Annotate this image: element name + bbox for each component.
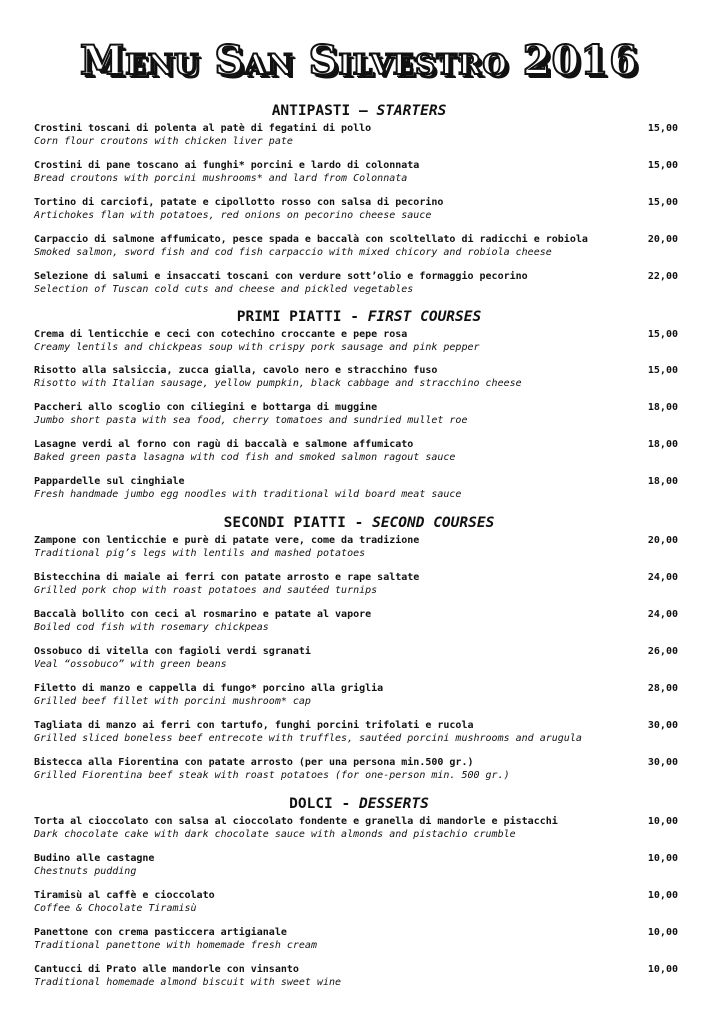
menu-item bbox=[34, 328, 684, 358]
item-name: Crema di lenticchie e ceci con cotechino croccante e pepe rosa bbox=[34, 329, 408, 340]
item-price: 10,00 bbox=[647, 853, 678, 864]
item-name: Cantucci di Prato alle mandorle con vinsanto bbox=[34, 964, 299, 975]
item-price: 20,00 bbox=[647, 234, 678, 245]
menu-item bbox=[34, 852, 684, 882]
item-description: Smoked salmon, sword fish and cod fish carpaccio with mixed chicory and robiola cheese bbox=[34, 247, 552, 258]
section-separator: – bbox=[359, 103, 368, 119]
item-name: Pappardelle sul cinghiale bbox=[34, 476, 185, 487]
item-price: 15,00 bbox=[647, 123, 678, 134]
menu-item bbox=[34, 438, 684, 468]
item-name: Baccalà bollito con ceci al rosmarino e patate al vapore bbox=[34, 609, 372, 620]
item-price: 18,00 bbox=[647, 476, 678, 487]
item-description: Coffee & Chocolate Tiramisù bbox=[34, 903, 197, 914]
item-price: 18,00 bbox=[647, 402, 678, 413]
item-description: Dark chocolate cake with dark chocolate sauce with almonds and pistachio crumble bbox=[34, 829, 516, 840]
menu-item bbox=[34, 364, 684, 394]
item-name: Tortino di carciofi, patate e cipollotto rosso con salsa di pecorino bbox=[34, 197, 444, 208]
item-description: Corn flour croutons with chicken liver pate bbox=[34, 136, 293, 147]
item-description: Grilled Fiorentina beef steak with roast potatoes (for one-person min. 500 gr.) bbox=[34, 770, 510, 781]
item-name: Crostini di pane toscano ai funghi* porcini e lardo di colonnata bbox=[34, 160, 420, 171]
section-title-it: DOLCI bbox=[289, 796, 333, 812]
menu-item bbox=[34, 270, 684, 300]
item-price: 26,00 bbox=[647, 646, 678, 657]
item-name: Selezione di salumi e insaccati toscani con verdure sott’olio e formaggio pecorino bbox=[34, 271, 528, 282]
item-description: Grilled sliced boneless beef entrecote with truffles, sautéed porcini mushrooms and arugula bbox=[34, 733, 582, 744]
item-name: Panettone con crema pasticcera artigianale bbox=[34, 927, 287, 938]
section-heading-second-courses bbox=[34, 514, 684, 532]
section-heading-desserts bbox=[34, 795, 684, 813]
item-price: 18,00 bbox=[647, 439, 678, 450]
section-separator: - bbox=[341, 796, 351, 812]
menu-item bbox=[34, 534, 684, 564]
menu-item bbox=[34, 196, 684, 226]
menu-item bbox=[34, 719, 684, 749]
item-price: 10,00 bbox=[647, 890, 678, 901]
menu-item bbox=[34, 645, 684, 675]
section-title-it: ANTIPASTI bbox=[271, 103, 351, 119]
item-name: Bistecca alla Fiorentina con patate arrosto (per una persona min.500 gr.) bbox=[34, 757, 474, 768]
menu-item bbox=[34, 682, 684, 712]
menu-item bbox=[34, 571, 684, 601]
item-name: Bistecchina di maiale ai ferri con patate arrosto e rape saltate bbox=[34, 572, 420, 583]
menu-item bbox=[34, 889, 684, 919]
item-description: Grilled beef fillet with porcini mushroom* cap bbox=[34, 696, 311, 707]
item-price: 10,00 bbox=[647, 964, 678, 975]
item-price: 30,00 bbox=[647, 757, 678, 768]
item-price: 30,00 bbox=[647, 720, 678, 731]
item-description: Bread croutons with porcini mushrooms* and lard from Colonnata bbox=[34, 173, 408, 184]
section-title-it: SECONDI PIATTI bbox=[223, 515, 346, 531]
item-description: Traditional panettone with homemade fresh cream bbox=[34, 940, 317, 951]
item-description: Traditional homemade almond biscuit with sweet wine bbox=[34, 977, 342, 988]
item-name: Crostini toscani di polenta al patè di fegatini di pollo bbox=[34, 123, 372, 134]
item-price: 15,00 bbox=[647, 160, 678, 171]
menu-item bbox=[34, 401, 684, 431]
item-description: Selection of Tuscan cold cuts and cheese and pickled vegetables bbox=[34, 284, 414, 295]
item-description: Boiled cod fish with rosemary chickpeas bbox=[34, 622, 269, 633]
item-price: 22,00 bbox=[647, 271, 678, 282]
item-description: Veal “ossobuco” with green beans bbox=[34, 659, 227, 670]
item-description: Creamy lentils and chickpeas soup with crispy pork sausage and pink pepper bbox=[34, 342, 480, 353]
menu-item bbox=[34, 233, 684, 263]
menu-item bbox=[34, 815, 684, 845]
item-price: 15,00 bbox=[647, 329, 678, 340]
item-name: Tagliata di manzo ai ferri con tartufo, funghi porcini trifolati e rucola bbox=[34, 720, 474, 731]
item-price: 24,00 bbox=[647, 572, 678, 583]
menu-item bbox=[34, 926, 684, 956]
item-name: Ossobuco di vitella con fagioli verdi sgranati bbox=[34, 646, 311, 657]
item-name: Lasagne verdi al forno con ragù di baccalà e salmone affumicato bbox=[34, 439, 414, 450]
section-heading-first-courses bbox=[34, 308, 684, 326]
item-name: Budino alle castagne bbox=[34, 853, 155, 864]
item-description: Chestnuts pudding bbox=[34, 866, 137, 877]
item-name: Carpaccio di salmone affumicato, pesce spada e baccalà con scoltellato di radicchi e robiola bbox=[34, 234, 588, 245]
item-description: Baked green pasta lasagna with cod fish and smoked salmon ragout sauce bbox=[34, 452, 456, 463]
item-name: Filetto di manzo e cappella di fungo* porcino alla griglia bbox=[34, 683, 384, 694]
item-price: 20,00 bbox=[647, 535, 678, 546]
item-name: Tiramisù al caffè e cioccolato bbox=[34, 890, 215, 901]
section-title-en: SECOND COURSES bbox=[372, 515, 495, 531]
menu-item bbox=[34, 159, 684, 189]
item-price: 24,00 bbox=[647, 609, 678, 620]
item-description: Risotto with Italian sausage, yellow pumpkin, black cabbage and stracchino cheese bbox=[34, 378, 522, 389]
item-description: Traditional pig’s legs with lentils and mashed potatoes bbox=[34, 548, 366, 559]
menu-item bbox=[34, 122, 684, 152]
item-description: Fresh handmade jumbo egg noodles with traditional wild board meat sauce bbox=[34, 489, 462, 500]
item-price: 28,00 bbox=[647, 683, 678, 694]
item-price: 15,00 bbox=[647, 365, 678, 376]
section-heading-starters bbox=[34, 102, 684, 120]
item-name: Zampone con lenticchie e purè di patate vere, come da tradizione bbox=[34, 535, 420, 546]
item-price: 10,00 bbox=[647, 927, 678, 938]
menu-item bbox=[34, 475, 684, 505]
item-description: Jumbo short pasta with sea food, cherry tomatoes and sundried mullet roe bbox=[34, 415, 468, 426]
item-price: 10,00 bbox=[647, 816, 678, 827]
section-separator: - bbox=[354, 515, 364, 531]
menu-title: Menu San Silvestro 2016 bbox=[79, 37, 639, 84]
menu-item bbox=[34, 963, 684, 993]
item-description: Artichokes flan with potatoes, red onions on pecorino cheese sauce bbox=[34, 210, 432, 221]
menu-item bbox=[34, 608, 684, 638]
item-name: Torta al cioccolato con salsa al cioccolato fondente e granella di mandorle e pistacchi bbox=[34, 816, 558, 827]
item-name: Risotto alla salsiccia, zucca gialla, cavolo nero e stracchino fuso bbox=[34, 365, 438, 376]
section-title-it: PRIMI PIATTI bbox=[236, 309, 342, 325]
item-description: Grilled pork chop with roast potatoes and sautéed turnips bbox=[34, 585, 378, 596]
item-name: Paccheri allo scoglio con ciliegini e bottarga di muggine bbox=[34, 402, 378, 413]
section-title-en: STARTERS bbox=[376, 103, 447, 119]
section-title-en: FIRST COURSES bbox=[367, 309, 482, 325]
menu-item bbox=[34, 756, 684, 786]
section-separator: - bbox=[350, 309, 359, 325]
item-price: 15,00 bbox=[647, 197, 678, 208]
section-title-en: DESSERTS bbox=[359, 796, 429, 812]
